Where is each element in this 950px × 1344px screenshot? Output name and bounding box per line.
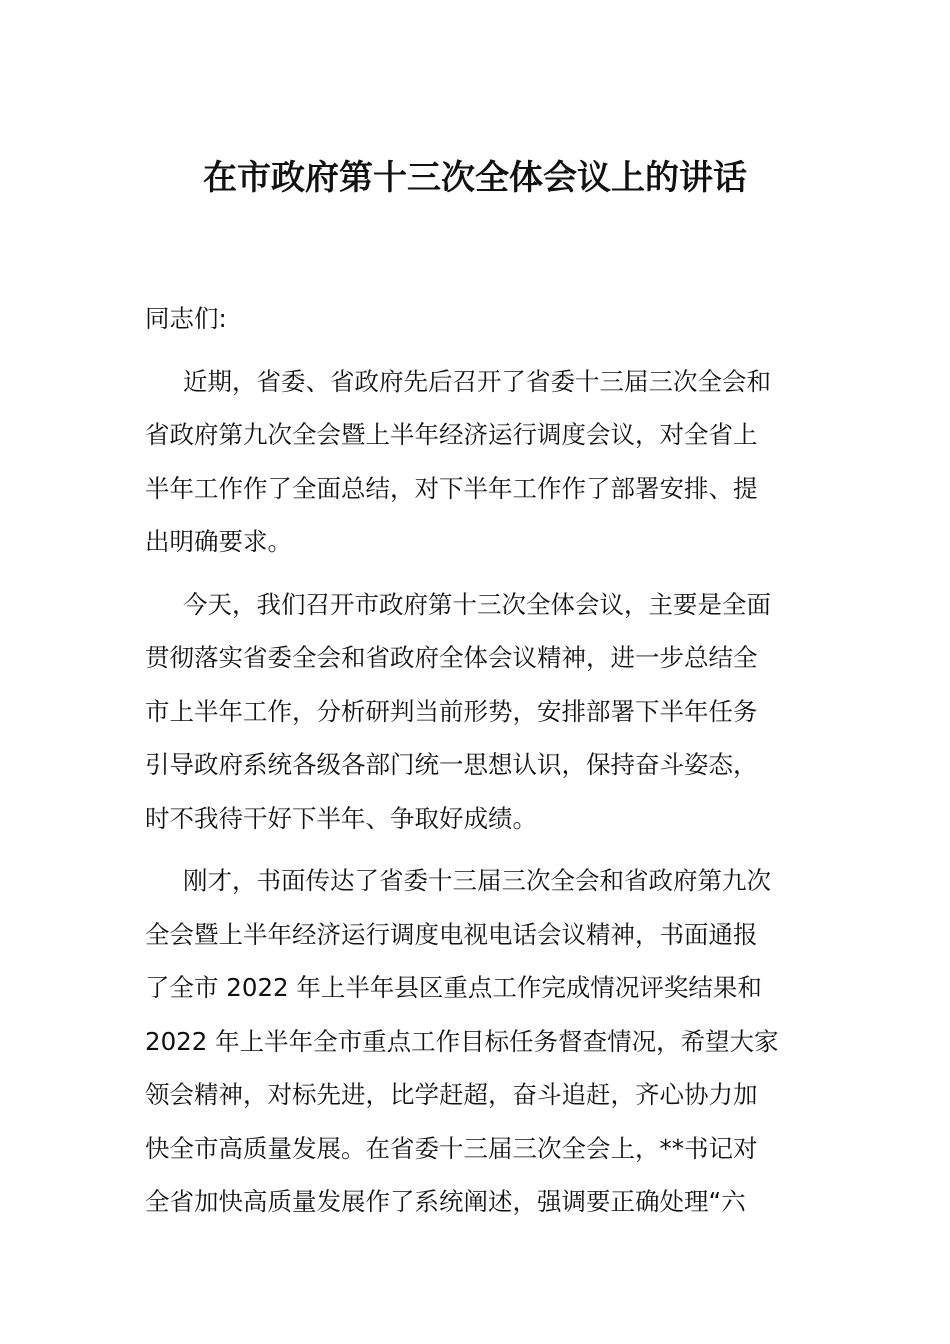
- paragraph-line: 全会暨上半年经济运行调度电视电话会议精神，书面通报: [145, 919, 758, 949]
- paragraph-line: 近期，省委、省政府先后召开了省委十三届三次全会和: [183, 366, 771, 396]
- paragraph-line: 今天，我们召开市政府第十三次全体会议，主要是全面: [183, 589, 771, 619]
- document-body: [145, 292, 810, 1229]
- paragraph-line: 引导政府系统各级各部门统一思想认识，保持奋斗姿态，: [145, 750, 758, 779]
- paragraph-line: 了全市 2022 年上半年县区重点工作完成情况评奖结果和: [145, 973, 762, 1002]
- paragraph-line: 省政府第九次全会暨上半年经济运行调度会议，对全省上: [145, 420, 758, 449]
- paragraph-line: 刚才，书面传达了省委十三届三次全会和省政府第九次: [183, 866, 771, 895]
- paragraph-1: [145, 355, 810, 569]
- paragraph-line: 全省加快高质量发展作了系统阐述，强调要正确处理“六: [145, 1187, 746, 1216]
- paragraph-line: 领会精神，对标先进，比学赶超，奋斗追赶，齐心协力加: [145, 1080, 758, 1109]
- paragraph-2: [145, 578, 810, 846]
- paragraph-line: 快全市高质量发展。在省委十三届三次全会上，**书记对: [145, 1133, 758, 1163]
- salutation: 同志们:: [145, 304, 227, 333]
- paragraph-line: 时不我待干好下半年、争取好成绩。: [145, 803, 537, 833]
- paragraph-3: [145, 854, 810, 1229]
- paragraph-line: 2022 年上半年全市重点工作目标任务督查情况，希望大家: [145, 1026, 779, 1056]
- paragraph-line: 出明确要求。: [145, 527, 292, 556]
- paragraph-line: 市上半年工作，分析研判当前形势，安排部署下半年任务: [145, 696, 758, 726]
- paragraph-line: 贯彻落实省委全会和省政府全体会议精神，进一步总结全: [145, 643, 758, 672]
- paragraph-line: 半年工作作了全面总结，对下半年工作作了部署安排、提: [145, 473, 758, 503]
- document-title: 在市政府第十三次全体会议上的讲话: [203, 158, 747, 198]
